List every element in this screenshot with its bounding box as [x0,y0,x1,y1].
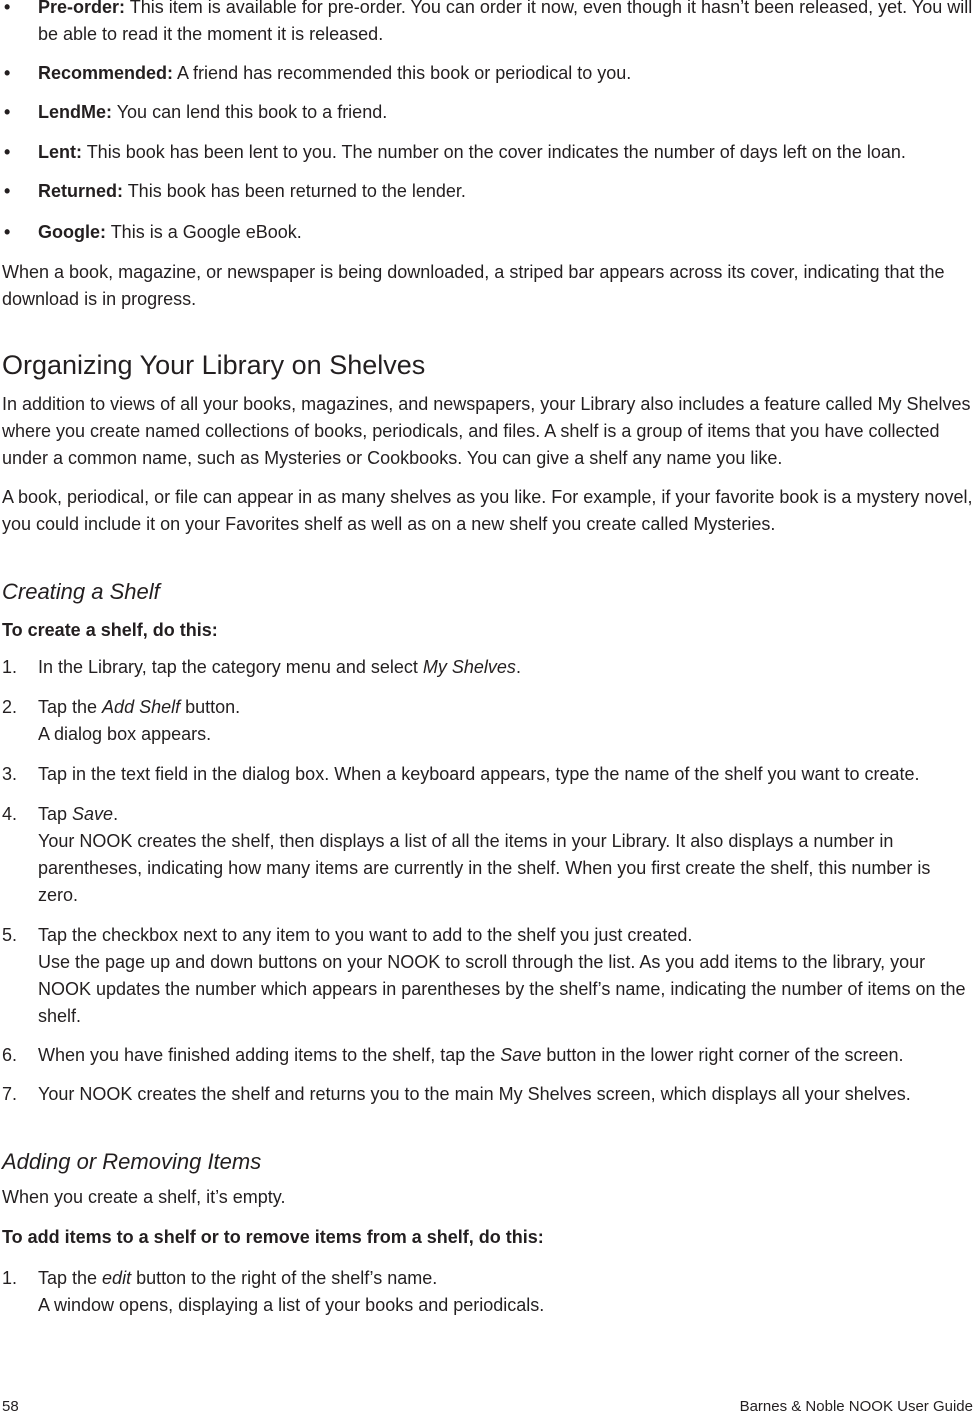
page-number: 58 [2,1398,19,1415]
bullet-icon: • [4,222,11,242]
step-item: 1. In the Library, tap the category menu and select My Shelves. [2,657,521,677]
section-paragraph: When you create a shelf, it’s empty. [2,1187,286,1207]
step-item: 3. Tap in the text field in the dialog box. When a keyboard appears, type the name of the shelf you want to create. [2,764,920,784]
procedure-lead: To add items to a shelf or to remove items from a shelf, do this: [2,1227,544,1247]
term: Recommended: [38,63,174,83]
term: LendMe: [38,102,112,122]
guide-title: Barnes & Noble NOOK User Guide [739,1398,973,1415]
section-title: Organizing Your Library on Shelves [2,350,426,380]
list-item: • Returned: This book has been returned to the lender. [2,178,973,205]
list-item: • Pre-order: This item is available for pre-order. You can order it now, even though it hasn’t been released, yet. You will be able to read it the moment it is released. [2,0,973,48]
step-item: 6. When you have finished adding items to the shelf, tap the Save button in the lower right corner of the screen. [2,1045,904,1065]
term: Returned: [38,181,123,201]
term: Lent: [38,142,82,162]
list-item: • Google: This is a Google eBook. [2,219,973,246]
subsection-title: Creating a Shelf [2,579,160,604]
step-item: 5. Tap the checkbox next to any item to you want to add to the shelf you just created. Use the page up and down buttons on your NOOK to scroll through the list. As you add items to the library, your NOOK updates the number which appears in parentheses by the shelf’s name, indicating the number of items on the shelf. [2,925,966,1026]
download-note: When a book, magazine, or newspaper is being downloaded, a striped bar appears across its cover, indicating that the download is in progress. [2,262,945,309]
step-item: 1. Tap the edit button to the right of the shelf’s name. A window opens, displaying a list of your books and periodicals. [2,1268,545,1315]
bullet-icon: • [4,0,11,17]
step-item: 2. Tap the Add Shelf button. A dialog box appears. [2,697,241,744]
step-item: 7. Your NOOK creates the shelf and returns you to the main My Shelves screen, which displays all your shelves. [2,1084,911,1104]
bullet-icon: • [4,181,11,201]
list-item: • LendMe: You can lend this book to a friend. [2,99,973,126]
term: Google: [38,222,106,242]
bullet-icon: • [4,102,11,122]
procedure-lead: To create a shelf, do this: [2,620,218,640]
section-paragraph: In addition to views of all your books, magazines, and newspapers, your Library also includes a feature called My Shelves where you create named collections of books, periodicals, and files. A shelf is a group of items that you have collected under a common name, such as Mysteries or Cookbooks. You can give a shelf any name you like. [2,394,971,468]
step-item: 4. Tap Save. Your NOOK creates the shelf, then displays a list of all the items in your Library. It also displays a number in parentheses, indicating how many items are currently in the shelf. When you first create the shelf, this number is zero. [2,804,931,905]
bullet-icon: • [4,142,11,162]
subsection-title: Adding or Removing Items [2,1149,262,1174]
section-paragraph: A book, periodical, or file can appear in as many shelves as you like. For example, if your favorite book is a mystery novel, you could include it on your Favorites shelf as well as on a new shelf you create called Mysteries. [2,487,973,534]
term: Pre-order: [38,0,126,17]
list-item: • Lent: This book has been lent to you. The number on the cover indicates the number of days left on the loan. [2,139,973,166]
list-item: • Recommended: A friend has recommended this book or periodical to you. [2,60,973,87]
bullet-icon: • [4,63,11,83]
